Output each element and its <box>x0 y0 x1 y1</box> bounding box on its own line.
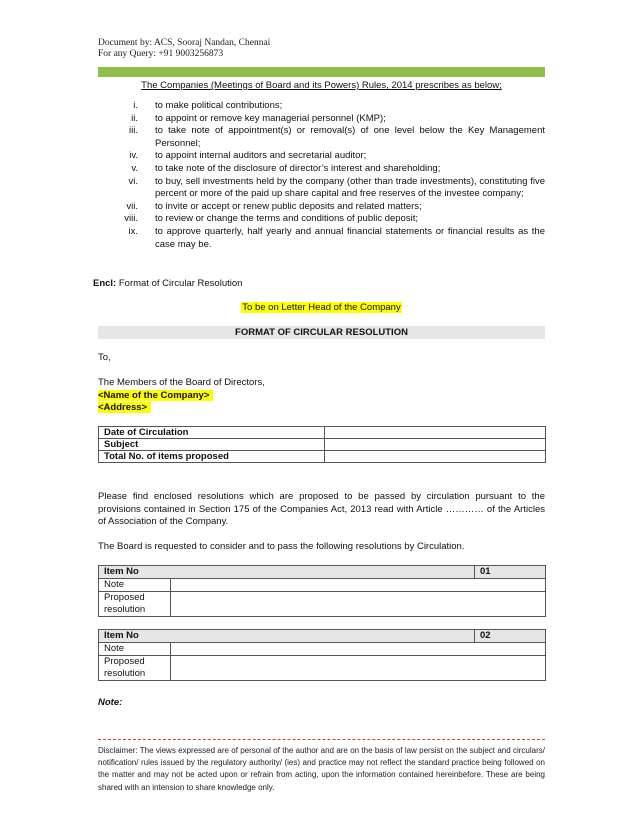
list-item-text: to invite or accept or renew public deposits and related matters; <box>155 200 422 212</box>
table-row <box>99 630 546 643</box>
enclosure-text: Format of Circular Resolution <box>116 278 243 289</box>
author-line: Document by: ACS, Sooraj Nandan, Chennai <box>98 38 271 48</box>
list-item-text: to approve quarterly, half yearly and annual financial statements or financial results as the case may be. <box>155 225 545 250</box>
proposed-resolution-label: Proposed resolution <box>99 592 171 617</box>
list-item <box>98 176 545 201</box>
note-value <box>171 579 546 592</box>
table-row <box>99 451 546 463</box>
query-line: For any Query: +91 9003256873 <box>98 49 224 59</box>
format-title: FORMAT OF CIRCULAR RESOLUTION <box>98 326 545 339</box>
date-of-circulation-label: Date of Circulation <box>99 427 325 439</box>
item-header-label: Item No <box>99 630 475 643</box>
list-item-text: to appoint or remove key managerial personnel (KMP); <box>155 112 386 124</box>
note-label: Note <box>99 643 171 656</box>
list-item-number: iii. <box>129 125 138 137</box>
table-row <box>99 656 546 681</box>
note-label: Note <box>99 579 171 592</box>
company-name-line <box>98 390 545 403</box>
circulation-table <box>98 426 546 463</box>
table-row <box>99 439 546 451</box>
item-table-1 <box>98 565 546 617</box>
list-item-text: to buy, sell investments held by the company (other than trade investments), constituting five percent or more of the paid up share capital and free reserves of the investee company; <box>155 175 545 200</box>
list-item <box>98 213 545 226</box>
members-line: The Members of the Board of Directors, <box>98 377 265 388</box>
total-items-label: Total No. of items proposed <box>99 451 325 463</box>
list-item <box>98 100 545 113</box>
list-item-number: i. <box>133 100 138 111</box>
board-request-paragraph: The Board is requested to consider and to pass the following resolutions by Circulation. <box>98 541 465 552</box>
list-item-number: vii. <box>126 200 138 212</box>
proposed-resolution-label: Proposed resolution <box>99 656 171 681</box>
rules-title: The Companies (Meetings of Board and its Powers) Rules, 2014 prescribes as below; <box>141 80 502 91</box>
list-item-text: to appoint internal auditors and secretarial auditor; <box>155 150 367 162</box>
note-value <box>171 643 546 656</box>
note-heading: Note: <box>98 697 123 708</box>
dashed-separator <box>98 739 545 740</box>
table-row <box>99 579 546 592</box>
list-item-number: vi. <box>128 175 138 187</box>
to-line: To, <box>98 352 111 363</box>
item-number: 02 <box>475 630 546 643</box>
list-item-number: ii. <box>131 112 138 124</box>
disclaimer-text: Disclaimer: The views expressed are of personal of the author and are on the basis of law persist on the subject and circulars/ notification/ rules issued by the regulatory authority/ (ies) and practice may not reflect the standard practice being followed on the matter and may not be acted upon or refrain from acting, upon the information contained hereinbefore. These are being shared with an intension to share knowledge only. <box>98 746 545 792</box>
rules-list <box>98 100 545 251</box>
address-line <box>98 402 545 415</box>
item-header-label: Item No <box>99 566 475 579</box>
resolution-intro-paragraph: Please find enclosed resolutions which are proposed to be passed by circulation pursuant to the provisions contained in Section 175 of the Companies Act, 2013 read with Article ………… of the Articles of Association of the Company. <box>98 491 545 528</box>
date-of-circulation-value <box>325 427 546 439</box>
enclosure-label: Encl: <box>93 278 117 289</box>
item-number: 01 <box>475 566 546 579</box>
list-item <box>98 150 545 163</box>
letterhead-note: To be on Letter Head of the Company <box>242 302 401 313</box>
list-item-text: to take note of appointment(s) or removal(s) of one level below the Key Management Personnel; <box>155 125 545 149</box>
list-item <box>98 201 545 214</box>
list-item <box>98 226 545 251</box>
table-row <box>99 643 546 656</box>
green-divider-bar <box>98 67 545 77</box>
document-header <box>98 38 270 60</box>
list-item <box>98 163 545 176</box>
proposed-resolution-value <box>171 656 546 681</box>
list-item-text: to make political contributions; <box>155 100 283 111</box>
company-name-placeholder: <Name of the Company> <box>98 390 213 401</box>
item-table-2 <box>98 629 546 681</box>
list-item-text: to review or change the terms and conditions of public deposit; <box>155 213 418 225</box>
list-item <box>98 113 545 126</box>
subject-value <box>325 439 546 451</box>
letterhead-note-wrap <box>98 302 545 313</box>
table-row <box>99 566 546 579</box>
list-item-number: ix. <box>128 225 138 237</box>
list-item-number: iv. <box>129 150 138 162</box>
list-item-text: to take note of the disclosure of director’s interest and shareholding; <box>155 162 441 174</box>
subject-label: Subject <box>99 439 325 451</box>
proposed-resolution-value <box>171 592 546 617</box>
list-item-number: viii. <box>124 213 138 225</box>
list-item <box>98 125 545 150</box>
total-items-value <box>325 451 546 463</box>
table-row <box>99 427 546 439</box>
enclosure-line <box>93 278 242 289</box>
list-item-number: v. <box>131 162 138 174</box>
table-row <box>99 592 546 617</box>
address-placeholder: <Address> <box>98 402 151 413</box>
